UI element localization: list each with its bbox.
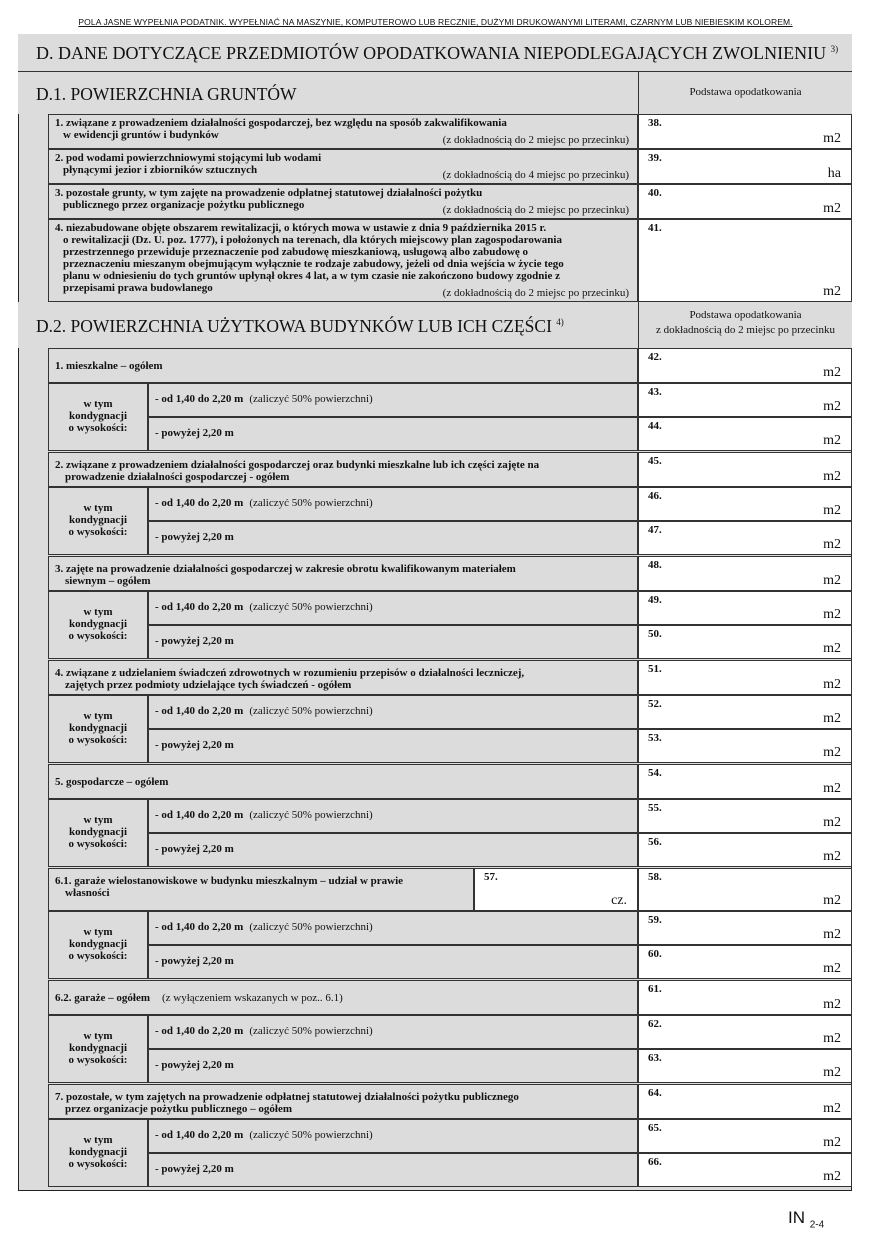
label-line: w tym — [83, 502, 113, 514]
height-range-high — [148, 417, 638, 451]
field-unit: m2 — [823, 961, 841, 976]
label-line: siewnym – ogółem — [65, 575, 151, 587]
d1-input-field-40[interactable] — [638, 184, 852, 219]
label-line: przez organizacje pożytku publicznego – ogółem — [65, 1103, 292, 1115]
label-line: 3. pozostałe grunty, w tym zajęte na prowadzenie odpłatnej statutowej działalności pożytku — [55, 187, 483, 199]
field-unit: m2 — [823, 677, 841, 692]
d2-header-line-1: Podstawa opodatkowania — [689, 309, 802, 321]
section-d1-title: D.1. POWIERZCHNIA GRUNTÓW — [18, 72, 638, 114]
d1-input-field-38[interactable] — [638, 114, 852, 149]
label-line: 4. niezabudowane objęte obszarem rewitalizacji, o których mowa w ustawie z dnia 9 października 2015 r. — [55, 222, 547, 234]
d2-input-field-56[interactable] — [638, 833, 852, 867]
field-unit: m2 — [823, 573, 841, 588]
field-unit: m2 — [823, 1169, 841, 1184]
field-number: 52. — [648, 698, 662, 710]
height-breakdown-label — [48, 1119, 148, 1187]
field-unit: m2 — [823, 1101, 841, 1116]
label-line: - od 1,40 do 2,20 m (zaliczyć 50% powierzchni) — [155, 393, 373, 405]
label-line: prowadzenie działalności gospodarczej - ogółem — [65, 471, 290, 483]
d2-input-field-62[interactable] — [638, 1015, 852, 1049]
field-number: 48. — [648, 559, 662, 571]
label-line: kondygnacji — [68, 1146, 128, 1158]
field-unit: m2 — [823, 284, 841, 299]
field-number: 50. — [648, 628, 662, 640]
area-note: (zaliczyć 50% powierzchni) — [249, 393, 373, 405]
d1-row-label — [48, 219, 638, 302]
field-unit: m2 — [823, 1031, 841, 1046]
field-number: 46. — [648, 490, 662, 502]
d2-input-field-53[interactable] — [638, 729, 852, 763]
field-number: 56. — [648, 836, 662, 848]
d2-header-line-2: z dokładnością do 2 miejsc po przecinku — [655, 324, 835, 336]
d1-row-label — [48, 114, 638, 149]
field-number: 39. — [648, 152, 662, 164]
label-line: w ewidencji gruntów i budynków — [63, 129, 219, 141]
field-unit: m2 — [823, 131, 841, 146]
d1-row-label — [48, 184, 638, 219]
label-line: - powyżej 2,20 m — [155, 427, 234, 439]
d2-input-field-66[interactable] — [638, 1153, 852, 1187]
height-range-high — [148, 625, 638, 659]
height-range-high — [148, 833, 638, 867]
label-line: kondygnacji — [68, 618, 128, 630]
precision-note: (z dokładnością do 2 miejsc po przecinku) — [442, 204, 629, 216]
field-unit: m2 — [823, 607, 841, 622]
field-unit: m2 — [823, 201, 841, 216]
height-breakdown-label — [48, 911, 148, 979]
height-breakdown-label — [48, 591, 148, 659]
precision-note: (z dokładnością do 2 miejsc po przecinku) — [442, 287, 629, 299]
field-number: 40. — [648, 187, 662, 199]
label-line: o wysokości: — [68, 1054, 128, 1066]
d2-group-label — [48, 980, 638, 1015]
field-unit: m2 — [823, 893, 841, 908]
label-line: w tym — [83, 1030, 113, 1042]
field-number: 55. — [648, 802, 662, 814]
field-unit: m2 — [823, 927, 841, 942]
d2-input-field-64[interactable] — [638, 1084, 852, 1119]
label-line: - powyżej 2,20 m — [155, 635, 234, 647]
label-line: w tym — [83, 398, 113, 410]
field-number: 38. — [648, 117, 662, 129]
label-line: - powyżej 2,20 m — [155, 955, 234, 967]
label-line: kondygnacji — [68, 722, 128, 734]
label-line: 2. związane z prowadzeniem działalności gospodarczej oraz budynki mieszkalne lub ich części zajęte na — [55, 459, 540, 471]
field-unit: m2 — [823, 997, 841, 1012]
field-unit: m2 — [823, 433, 841, 448]
d2-share-field-57[interactable] — [474, 868, 638, 911]
d2-input-field-52[interactable] — [638, 695, 852, 729]
label-line: 3. zajęte na prowadzenie działalności gospodarczej w zakresie obrotu kwalifikowanym materiałem — [55, 563, 516, 575]
label-line: 6.2. garaże – ogółem (z wyłączeniem wskazanych w poz.. 6.1) — [55, 992, 343, 1004]
field-unit: m2 — [823, 641, 841, 656]
d2-input-field-58[interactable] — [638, 868, 852, 911]
label-line: 7. pozostałe, w tym zajętych na prowadzenie odpłatnej statutowej działalności pożytku publicznego — [55, 1091, 519, 1103]
d2-group-label — [48, 452, 638, 487]
height-breakdown-label — [48, 383, 148, 451]
field-unit: m2 — [823, 503, 841, 518]
field-unit: m2 — [823, 745, 841, 760]
d2-input-field-60[interactable] — [638, 945, 852, 979]
height-range-high — [148, 521, 638, 555]
d2-group-label — [48, 348, 638, 383]
label-line: przeznaczeniu mieszanym obejmującym wyłącznie te rodzaje zabudowy, jeżeli od dnia wejścia w życie tego — [63, 258, 564, 270]
field-number: 45. — [648, 455, 662, 467]
field-unit: m2 — [823, 469, 841, 484]
d2-input-field-47[interactable] — [638, 521, 852, 555]
field-number: 41. — [648, 222, 662, 234]
field-unit: m2 — [823, 1135, 841, 1150]
label-line: o wysokości: — [68, 950, 128, 962]
precision-note: (z dokładnością do 4 miejsc po przecinku) — [442, 169, 629, 181]
label-line: publicznego przez organizacje pożytku publicznego — [63, 199, 305, 211]
label-line: przestrzennego przewiduje przeznaczenie pod zabudowę mieszkaniową, usługową albo zabudowę o — [63, 246, 529, 258]
d2-input-field-51[interactable] — [638, 660, 852, 695]
label-line: 4. związane z udzielaniem świadczeń zdrowotnych w rozumieniu przepisów o działalności leczniczej, — [55, 667, 525, 679]
d2-input-field-46[interactable] — [638, 487, 852, 521]
label-line: 1. mieszkalne – ogółem — [55, 360, 163, 372]
d2-input-field-54[interactable] — [638, 764, 852, 799]
height-breakdown-label — [48, 487, 148, 555]
area-note: (zaliczyć 50% powierzchni) — [249, 1025, 373, 1037]
field-number: 64. — [648, 1087, 662, 1099]
d1-input-field-41[interactable] — [638, 219, 852, 302]
field-number: 63. — [648, 1052, 662, 1064]
label-line: - od 1,40 do 2,20 m (zaliczyć 50% powierzchni) — [155, 497, 373, 509]
field-unit: cz. — [611, 893, 627, 908]
label-line: kondygnacji — [68, 826, 128, 838]
label-line: o wysokości: — [68, 630, 128, 642]
d1-row-label — [48, 149, 638, 184]
height-range-high — [148, 729, 638, 763]
field-number: 43. — [648, 386, 662, 398]
height-range-low — [148, 1119, 638, 1153]
label-line: przepisami prawa budowlanego — [63, 282, 213, 294]
label-line: kondygnacji — [68, 1042, 128, 1054]
label-line: - od 1,40 do 2,20 m (zaliczyć 50% powierzchni) — [155, 601, 373, 613]
label-line: - powyżej 2,20 m — [155, 531, 234, 543]
d2-input-field-48[interactable] — [638, 556, 852, 591]
height-range-low — [148, 1015, 638, 1049]
d2-input-field-42[interactable] — [638, 348, 852, 383]
field-number: 58. — [648, 871, 662, 883]
label-line: 6.1. garaże wielostanowiskowe w budynku mieszkalnym – udział w prawie — [55, 875, 404, 887]
field-unit: m2 — [823, 711, 841, 726]
d2-input-field-55[interactable] — [638, 799, 852, 833]
d2-group-label — [48, 1084, 638, 1119]
field-number: 60. — [648, 948, 662, 960]
field-number: 65. — [648, 1122, 662, 1134]
d2-column-header — [638, 302, 852, 348]
height-breakdown-label — [48, 1015, 148, 1083]
label-line: - powyżej 2,20 m — [155, 843, 234, 855]
d2-input-field-50[interactable] — [638, 625, 852, 659]
label-line: o rewitalizacji (Dz. U. poz. 1777), i położonych na terenach, dla których miejscowy plan zagospodarowania — [63, 234, 562, 246]
label-line: kondygnacji — [68, 514, 128, 526]
field-number: 59. — [648, 914, 662, 926]
label-line: - od 1,40 do 2,20 m (zaliczyć 50% powierzchni) — [155, 809, 373, 821]
label-line: w tym — [83, 710, 113, 722]
precision-note: (z dokładnością do 2 miejsc po przecinku) — [442, 134, 629, 146]
d2-group-label — [48, 764, 638, 799]
d2-group-label — [48, 868, 474, 911]
field-number: 54. — [648, 767, 662, 779]
area-note: (zaliczyć 50% powierzchni) — [249, 497, 373, 509]
height-range-high — [148, 945, 638, 979]
label-line: - od 1,40 do 2,20 m (zaliczyć 50% powierzchni) — [155, 921, 373, 933]
field-unit: m2 — [823, 815, 841, 830]
height-range-high — [148, 1153, 638, 1187]
field-number: 61. — [648, 983, 662, 995]
label-note: (z wyłączeniem wskazanych w poz.. 6.1) — [162, 992, 343, 1004]
field-unit: ha — [827, 166, 841, 181]
label-line: planu w odniesieniu do tych gruntów upłynął okres 4 lat, a w tym czasie nie zakończono budowy zgodnie z — [63, 270, 560, 282]
form-instruction-note: POLA JASNE WYPEŁNIA PODATNIK. WYPEŁNIAĆ NA MASZYNIE, KOMPUTEROWO LUB RECZNIE, DUŻYMI DRUKOWANYMI LITERAMI, CZARNYM LUB NIEBIESKIM KOLOREM. — [78, 17, 793, 27]
label-line: 2. pod wodami powierzchniowymi stojącymi lub wodami — [55, 152, 322, 164]
height-range-low — [148, 487, 638, 521]
field-unit: m2 — [823, 365, 841, 380]
field-number: 42. — [648, 351, 662, 363]
d2-input-field-59[interactable] — [638, 911, 852, 945]
field-number: 62. — [648, 1018, 662, 1030]
d2-input-field-61[interactable] — [638, 980, 852, 1015]
section-d2-title: D.2. POWIERZCHNIA UŻYTKOWA BUDYNKÓW LUB ICH CZĘŚCI $^{4)}$ — [18, 302, 638, 348]
label-line: w tym — [83, 814, 113, 826]
label-line: - powyżej 2,20 m — [155, 739, 234, 751]
area-note: (zaliczyć 50% powierzchni) — [249, 921, 373, 933]
area-note: (zaliczyć 50% powierzchni) — [249, 809, 373, 821]
area-note: (zaliczyć 50% powierzchni) — [249, 705, 373, 717]
d2-input-field-49[interactable] — [638, 591, 852, 625]
field-number: 53. — [648, 732, 662, 744]
label-line: 1. związane z prowadzeniem działalności gospodarczej, bez względu na sposób zakwalifikowania — [55, 117, 507, 129]
label-line: - powyżej 2,20 m — [155, 1163, 234, 1175]
label-line: w tym — [83, 926, 113, 938]
label-line: - od 1,40 do 2,20 m (zaliczyć 50% powierzchni) — [155, 1025, 373, 1037]
label-line: 5. gospodarcze – ogółem — [55, 776, 169, 788]
label-line: - powyżej 2,20 m — [155, 1059, 234, 1071]
d2-input-field-63[interactable] — [638, 1049, 852, 1083]
height-breakdown-label — [48, 799, 148, 867]
label-line: o wysokości: — [68, 734, 128, 746]
d2-input-field-43[interactable] — [638, 383, 852, 417]
label-line: zajętych przez podmioty udzielające tych świadczeń - ogółem — [65, 679, 352, 691]
label-line: w tym — [83, 606, 113, 618]
field-number: 66. — [648, 1156, 662, 1168]
d2-group-label — [48, 556, 638, 591]
height-range-low — [148, 591, 638, 625]
field-number: 51. — [648, 663, 662, 675]
label-line: kondygnacji — [68, 938, 128, 950]
d2-input-field-45[interactable] — [638, 452, 852, 487]
section-d-title: D. DANE DOTYCZĄCE PRZEDMIOTÓW OPODATKOWANIA NIEPODLEGAJĄCYCH ZWOLNIENIU $^{3)}$ — [18, 34, 852, 72]
label-line: własności — [65, 887, 110, 899]
d2-input-field-65[interactable] — [638, 1119, 852, 1153]
label-line: o wysokości: — [68, 422, 128, 434]
d1-input-field-39[interactable] — [638, 149, 852, 184]
d2-input-field-44[interactable] — [638, 417, 852, 451]
label-line: - od 1,40 do 2,20 m (zaliczyć 50% powierzchni) — [155, 705, 373, 717]
label-line: o wysokości: — [68, 838, 128, 850]
height-range-low — [148, 911, 638, 945]
field-unit: m2 — [823, 1065, 841, 1080]
area-note: (zaliczyć 50% powierzchni) — [249, 1129, 373, 1141]
height-breakdown-label — [48, 695, 148, 763]
field-number: 44. — [648, 420, 662, 432]
d2-group-label — [48, 660, 638, 695]
field-unit: m2 — [823, 781, 841, 796]
label-line: płynącymi jezior i zbiorników sztucznych — [63, 164, 258, 176]
form-code: IN $_{2-4}$ — [788, 1208, 825, 1231]
area-note: (zaliczyć 50% powierzchni) — [249, 601, 373, 613]
label-line: o wysokości: — [68, 1158, 128, 1170]
label-line: - od 1,40 do 2,20 m (zaliczyć 50% powierzchni) — [155, 1129, 373, 1141]
height-range-low — [148, 383, 638, 417]
height-range-high — [148, 1049, 638, 1083]
label-line: kondygnacji — [68, 410, 128, 422]
field-unit: m2 — [823, 849, 841, 864]
d1-column-header: Podstawa opodatkowania — [638, 72, 852, 114]
height-range-low — [148, 695, 638, 729]
field-number: 57. — [484, 871, 498, 883]
field-unit: m2 — [823, 537, 841, 552]
label-line: w tym — [83, 1134, 113, 1146]
field-unit: m2 — [823, 399, 841, 414]
height-range-low — [148, 799, 638, 833]
label-line: o wysokości: — [68, 526, 128, 538]
field-number: 49. — [648, 594, 662, 606]
field-number: 47. — [648, 524, 662, 536]
